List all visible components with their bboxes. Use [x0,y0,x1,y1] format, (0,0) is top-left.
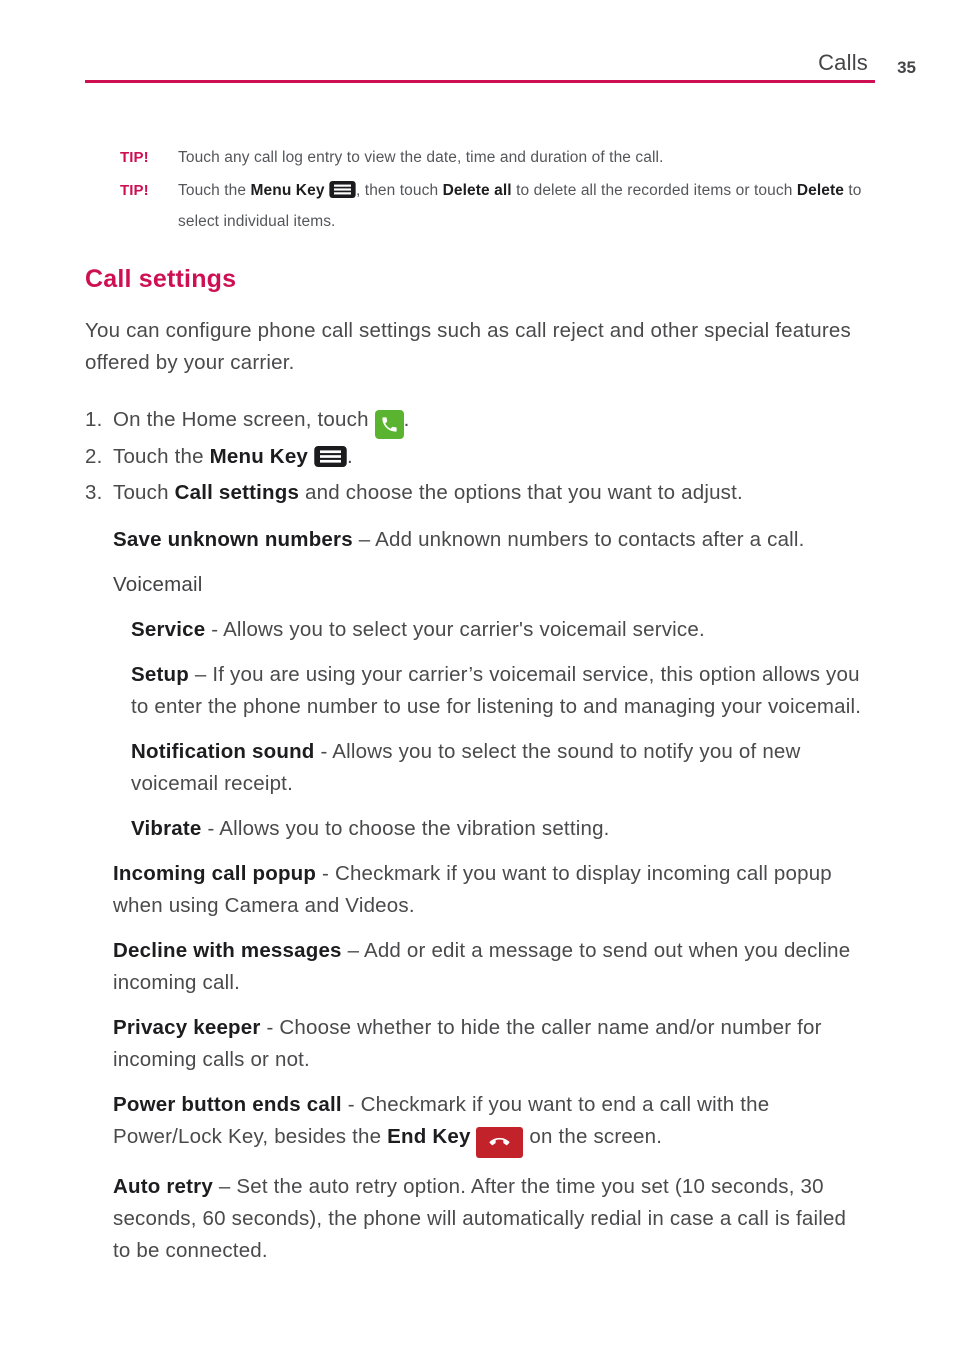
tip-text [178,175,869,237]
tip-row [120,142,869,173]
option-term: Incoming call popup [113,862,317,885]
option-auto-retry [85,1171,869,1267]
step-number: 2. [85,445,103,468]
tip-text-span: to select individual items. [178,182,862,230]
step-text [113,439,353,475]
option-vibrate [85,813,869,845]
step-text-span: Touch the [113,445,210,468]
step-text-span: Touch [113,481,175,504]
tip-text-span: , then touch [355,182,443,199]
option-term: Decline with messages [113,939,342,962]
tip-text-span: to delete all the recorded items or touch [511,182,797,199]
tip-row [120,175,869,237]
option-sep: – [218,1175,231,1198]
option-sep: - [207,817,215,840]
option-term: Service [131,618,206,641]
option-desc: Choose whether to hide the caller name and/or number for incoming calls or not. [113,1016,822,1071]
menu-key-icon [314,446,347,467]
option-setup [85,659,869,723]
option-sep: – [194,663,207,686]
delete-all-term: Delete all [442,182,512,199]
tip-label: TIP! [120,182,149,199]
option-term: Power button ends call [113,1093,342,1116]
step-text [113,402,410,439]
option-sep: - [211,618,219,641]
step-1 [85,402,869,439]
option-desc: Allows you to select the sound to notify you of new voicemail receipt. [131,740,801,795]
option-sep: – [347,939,360,962]
step-text-span: On the Home screen, touch [113,408,375,431]
step-text-span: and choose the options that you want to adjust. [299,481,743,504]
tip-label: TIP! [120,149,149,166]
option-term: Notification sound [131,740,315,763]
option-decline-with-messages [85,935,869,999]
delete-term: Delete [796,182,844,199]
option-privacy-keeper [85,1012,869,1076]
step-number: 3. [85,481,103,504]
option-term: Vibrate [131,817,202,840]
option-save-unknown-numbers [85,524,869,556]
menu-key-term: Menu Key [209,445,309,468]
step-number: 1. [85,408,103,431]
step-text-span: . [346,445,353,468]
section-title: Call settings [85,265,237,293]
option-term: Setup [131,663,189,686]
option-term: Save unknown numbers [113,528,353,551]
option-sep: - [266,1016,274,1039]
option-desc: on the screen. [523,1125,663,1148]
step-2 [85,439,869,475]
end-call-icon [476,1127,523,1158]
option-desc: If you are using your carrier’s voicemail service, this option allows you to enter the phone number to use for listening to and managing your voicemail. [131,663,862,718]
steps-list [85,402,869,511]
menu-key-icon [329,181,356,198]
option-sep: - [347,1093,355,1116]
page-number: 35 [897,58,916,77]
option-desc: Add unknown numbers to contacts after a call. [375,528,805,551]
option-desc: Allows you to choose the vibration setting. [219,817,610,840]
tip-text-span: Touch any call log entry to view the date, time and duration of the call. [178,149,664,166]
call-settings-term: Call settings [174,481,300,504]
step-3 [85,475,869,511]
page-content [85,142,869,1267]
option-service [85,614,869,646]
option-incoming-call-popup [85,858,869,922]
option-desc: Allows you to select your carrier's voicemail service. [223,618,705,641]
option-sep: - [320,740,328,763]
step-text-span: . [403,408,410,431]
option-desc: Set the auto retry option. After the time you set (10 seconds, 30 seconds, 60 seconds), the phone will automatically redial in case a call is failed to be connected. [113,1175,847,1262]
voicemail-subheading: Voicemail [113,573,203,596]
page-header-section: Calls [818,50,868,75]
phone-icon [375,410,404,439]
option-notification-sound [85,736,869,800]
option-desc: Checkmark if you want to display incoming call popup when using Camera and Videos. [113,862,832,917]
option-desc: Checkmark if you want to end a call with the Power/Lock Key, besides the [113,1093,770,1148]
step-text [113,475,743,511]
option-power-button-ends-call [85,1089,869,1158]
header-rule [85,80,875,83]
menu-key-term: Menu Key [250,182,325,199]
option-term: Auto retry [113,1175,213,1198]
option-desc: Add or edit a message to send out when you decline incoming call. [113,939,851,994]
option-sep: – [358,528,371,551]
tips-block [85,142,869,237]
tip-text [178,142,664,173]
option-sep: - [322,862,330,885]
option-term: Privacy keeper [113,1016,261,1039]
tip-text-span: Touch the [178,182,251,199]
end-key-term: End Key [387,1125,471,1148]
section-intro: You can configure phone call settings such as call reject and other special features offered by your carrier. [85,319,851,374]
